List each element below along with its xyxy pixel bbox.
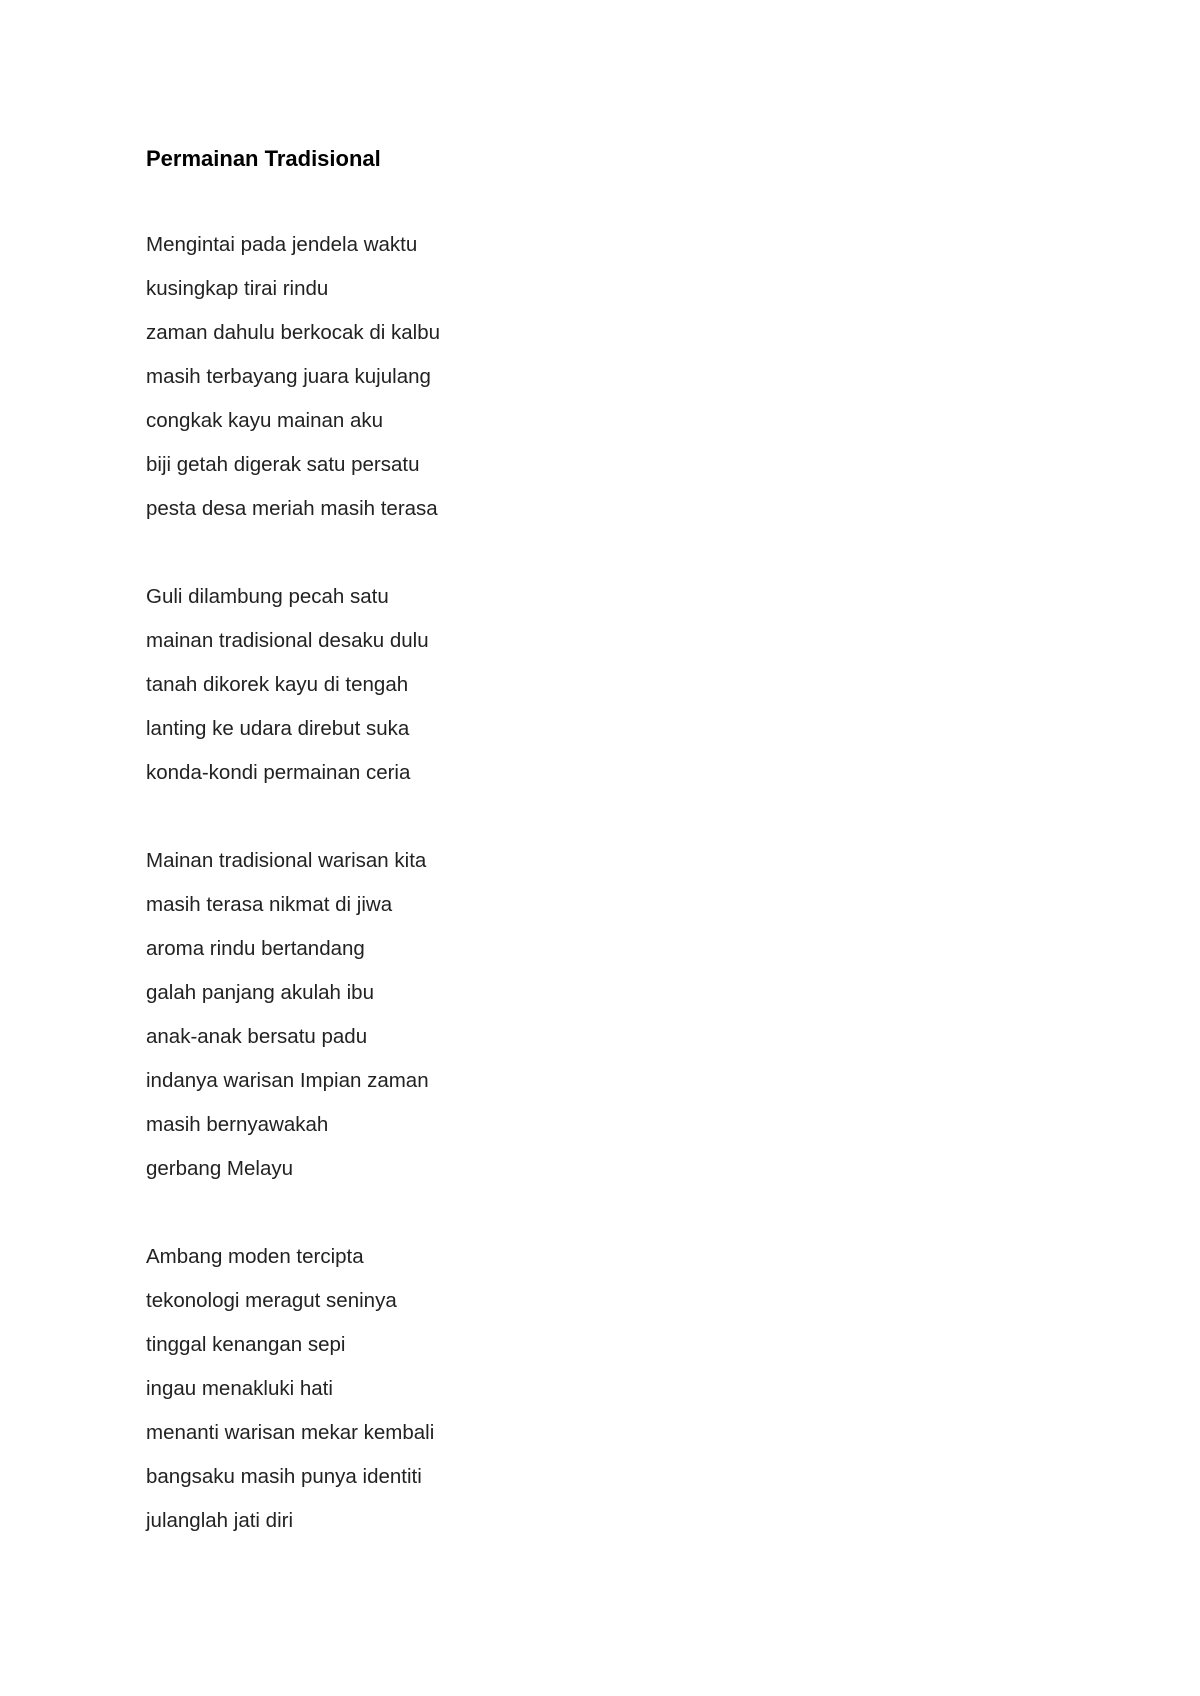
poem-line: biji getah digerak satu persatu [146,453,420,476]
poem-line: tanah dikorek kayu di tengah [146,673,409,696]
poem-line: lanting ke udara direbut suka [146,717,410,740]
poem-line: aroma rindu bertandang [146,937,365,960]
poem-line: zaman dahulu berkocak di kalbu [146,321,441,344]
poem [146,144,1046,1587]
stanza-1 [146,223,1046,531]
poem-line: masih bernyawakah [146,1113,329,1136]
poem-line: masih terbayang juara kujulang [146,365,431,388]
poem-line: kusingkap tirai rindu [146,277,329,300]
poem-line: gerbang Melayu [146,1157,294,1180]
poem-line: menanti warisan mekar kembali [146,1421,435,1444]
stanza-3 [146,839,1046,1191]
poem-line: tekonologi meragut seninya [146,1289,397,1312]
poem-line: congkak kayu mainan aku [146,409,384,432]
poem-line: bangsaku masih punya identiti [146,1465,422,1488]
poem-line: Ambang moden tercipta [146,1245,364,1268]
poem-line: Mainan tradisional warisan kita [146,849,427,872]
poem-line: pesta desa meriah masih terasa [146,497,438,520]
poem-line: ingau menakluki hati [146,1377,333,1400]
poem-line: mainan tradisional desaku dulu [146,629,429,652]
poem-line: tinggal kenangan sepi [146,1333,346,1356]
stanza-4 [146,1235,1046,1543]
poem-line: Guli dilambung pecah satu [146,585,389,608]
poem-line: indanya warisan Impian zaman [146,1069,429,1092]
stanza-2 [146,575,1046,795]
page-title: Permainan Tradisional [146,146,381,171]
poem-line: julanglah jati diri [146,1509,294,1532]
poem-line: Mengintai pada jendela waktu [146,233,418,256]
poem-line: konda-kondi permainan ceria [146,761,411,784]
poem-line: anak-anak bersatu padu [146,1025,368,1048]
poem-line: masih terasa nikmat di jiwa [146,893,393,916]
poem-line: galah panjang akulah ibu [146,981,374,1004]
